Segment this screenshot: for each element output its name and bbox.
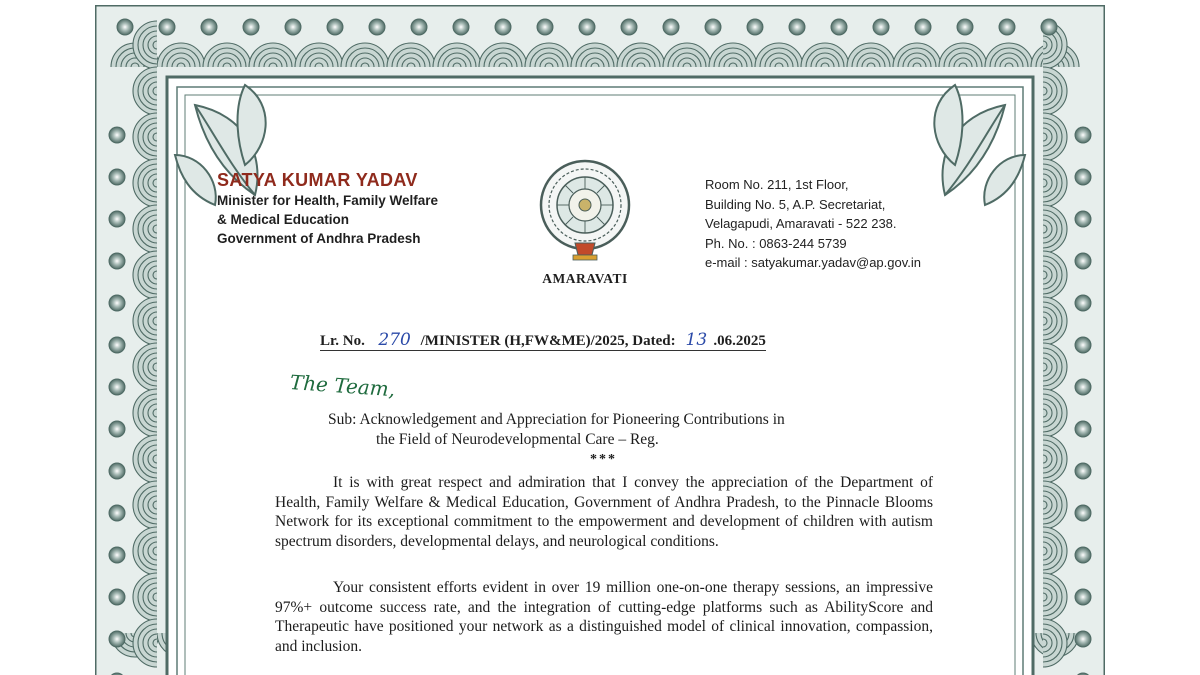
- reference-prefix: Lr. No.: [320, 333, 365, 349]
- minister-title-2: & Medical Education: [217, 212, 350, 227]
- letter-reference: [320, 330, 766, 351]
- minister-block: [217, 170, 438, 248]
- subject-separator: ***: [590, 452, 617, 467]
- minister-name: SATYA KUMAR YADAV: [217, 170, 418, 190]
- address-block: [705, 175, 921, 273]
- emblem-seal-icon: [539, 155, 631, 267]
- salutation: The Team,: [289, 370, 396, 402]
- phone-number: Ph. No. : 0863-244 5739: [705, 235, 847, 251]
- email-address: e-mail : satyakumar.yadav@ap.gov.in: [705, 255, 921, 270]
- body-paragraph-1: [275, 473, 933, 551]
- subject-line-1: Sub: Acknowledgement and Appreciation for Pioneering Contributions in: [328, 411, 785, 428]
- reference-middle: /MINISTER (H,FW&ME)/2025, Dated:: [420, 333, 676, 349]
- reference-suffix: .06.2025: [713, 333, 766, 349]
- minister-government: Government of Andhra Pradesh: [217, 231, 421, 246]
- address-line: Velagapudi, Amaravati - 522 238.: [705, 216, 897, 231]
- subject-line-2: the Field of Neurodevelopmental Care – Reg.: [376, 431, 659, 448]
- reference-day: 13: [685, 330, 708, 350]
- state-emblem: [530, 155, 640, 287]
- minister-title: Minister for Health, Family Welfare: [217, 193, 439, 208]
- address-line: Room No. 211, 1st Floor,: [705, 177, 849, 192]
- reference-number: 270: [378, 330, 411, 350]
- reference-line: [320, 330, 766, 351]
- address-line: Building No. 5, A.P. Secretariat,: [705, 196, 886, 212]
- paragraph-text: Your consistent efforts evident in over 19 million one-on-one therapy sessions, an impressive 97%+ outcome success rate, and the integration of cutting-edge platforms such as AbilityScore and Therapeutic have positioned your network as a distinguished model of clinical innovation, compassion, and inclusion.: [275, 579, 933, 655]
- body-paragraph-2: [275, 578, 933, 656]
- emblem-caption: AMARAVATI: [542, 271, 628, 286]
- subject: [328, 410, 928, 450]
- paragraph-text: It is with great respect and admiration that I convey the appreciation of the Department of Health, Family Welfare & Medical Education, Government of Andhra Pradesh, to the Pinnacle Blooms Network for its exceptional commitment to the empowerment and development of children with autism spectrum disorders, developmental delays, and neurological conditions.: [275, 474, 933, 550]
